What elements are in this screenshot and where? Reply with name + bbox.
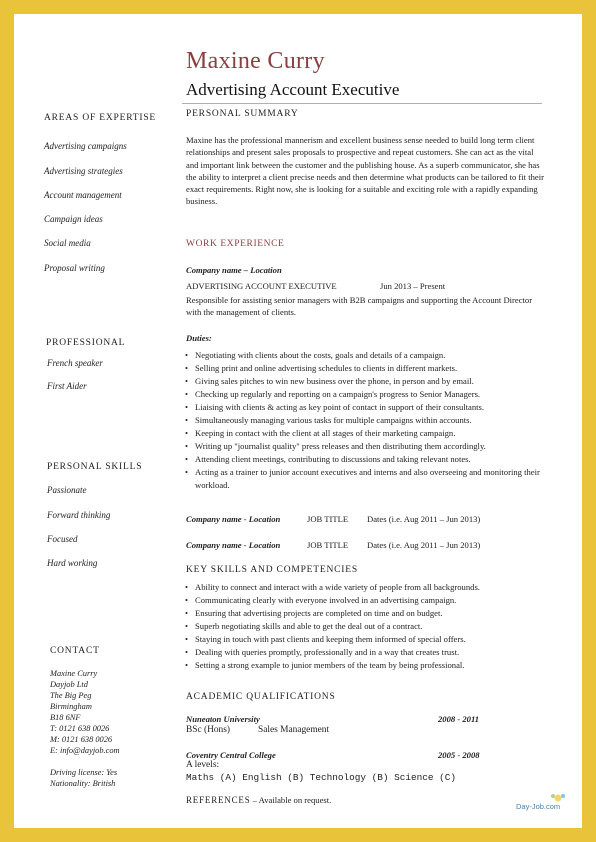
key-skill-item: • Superb negotiating skills and able to get the deal out of a contract. xyxy=(185,620,545,633)
personal-skill-item: Hard working xyxy=(47,558,98,568)
degree-course: Sales Management xyxy=(258,725,330,735)
academic-heading: ACADEMIC QUALIFICATIONS xyxy=(186,692,336,702)
key-skill-item: • Staying in touch with past clients and keeping them informed of special offers. xyxy=(185,633,545,646)
summary-heading: PERSONAL SUMMARY xyxy=(186,109,299,119)
duties-list xyxy=(185,349,545,492)
driving-license: Driving license: Yes xyxy=(50,768,118,777)
prev-job-dates: Dates (i.e. Aug 2011 – Jun 2013) xyxy=(367,540,481,550)
key-skill-item: • Setting a strong example to junior members of the team by being professional. xyxy=(185,659,545,672)
personal-skill-item: Focused xyxy=(47,534,78,544)
duties-label: Duties: xyxy=(186,333,212,343)
personal-skill-item: Forward thinking xyxy=(47,510,111,520)
duty-item: • Acting as a trainer to junior account executives and interns and also overseeing and monitoring their workload. xyxy=(185,466,545,492)
duty-item: • Attending client meetings, contributing to discussions and taking relevant notes. xyxy=(185,453,545,466)
duty-item: • Simultaneously managing various tasks for multiple campaigns within accounts. xyxy=(185,414,545,427)
contact-heading: CONTACT xyxy=(50,646,100,656)
contact-line: B18 6NF xyxy=(50,713,81,722)
dayjob-logo-text: Day-Job.com xyxy=(516,802,561,811)
duty-item: • Liaising with clients & acting as key point of contact in support of their consultants. xyxy=(185,401,545,414)
duty-item: • Negotiating with clients about the costs, goals and details of a campaign. xyxy=(185,349,545,362)
expertise-item: Proposal writing xyxy=(44,263,105,273)
university-dates: 2008 - 2011 xyxy=(438,714,480,724)
role-title: ADVERTISING ACCOUNT EXECUTIVE xyxy=(186,281,337,291)
header-divider xyxy=(182,103,542,104)
university-name: Nuneaton University xyxy=(186,714,260,724)
professional-item: French speaker xyxy=(47,358,103,368)
nationality: Nationality: British xyxy=(50,779,116,788)
expertise-item: Account management xyxy=(44,190,122,200)
contact-phone: T: 0121 638 0026 xyxy=(50,724,110,733)
prev-company: Company name - Location xyxy=(186,514,281,524)
role-description: Responsible for assisting senior managers with B2B campaigns and supporting the Account Director with the management of clients. xyxy=(186,295,533,318)
contact-email: E: info@dayjob.com xyxy=(50,746,120,755)
summary-text: Maxine has the professional mannerism and excellent business sense needed to build long term client relationships and present sales proposals to prospective and repeat customers. She can act as the vital and important link between the customer and the publishing house. As a superb communicator, she has the ability to interpret a client precise needs and then determine what products can be tailored to fit their exact requirements. Right now, she is looking for a suitable and exciting role with a rapidly expanding business. xyxy=(186,135,544,207)
key-skills-list xyxy=(185,581,545,672)
prev-job-dates: Dates (i.e. Aug 2011 – Jun 2013) xyxy=(367,514,481,524)
key-skill-item: • Communicating clearly with everyone involved in an advertising campaign. xyxy=(185,594,545,607)
references-text: – Available on request. xyxy=(250,795,332,805)
candidate-name: Maxine Curry xyxy=(186,48,325,74)
prev-job-title: JOB TITLE xyxy=(307,540,349,550)
professional-item: First Aider xyxy=(47,381,87,391)
key-skill-item: • Ability to connect and interact with a wide variety of people from all backgrounds. xyxy=(185,581,545,594)
work-experience-heading: WORK EXPERIENCE xyxy=(186,239,285,249)
duty-item: • Writing up "journalist quality" press releases and then distributing them accordingly. xyxy=(185,440,545,453)
references-line xyxy=(186,795,331,805)
key-skill-item: • Dealing with queries promptly, professionally and in a way that creates trust. xyxy=(185,646,545,659)
a-levels-label: A levels: xyxy=(186,760,220,770)
key-skill-item: • Ensuring that advertising projects are completed on time and on budget. xyxy=(185,607,545,620)
degree: BSc (Hons) xyxy=(186,725,231,735)
prev-job-title: JOB TITLE xyxy=(307,514,349,524)
role-dates: Jun 2013 – Present xyxy=(380,281,446,291)
personal-skills-heading: PERSONAL SKILLS xyxy=(47,462,143,472)
college-name: Coventry Central College xyxy=(186,750,276,760)
contact-line: The Big Peg xyxy=(50,691,92,700)
duty-item: • Giving sales pitches to win new business over the phone, in person and by email. xyxy=(185,375,545,388)
expertise-item: Advertising strategies xyxy=(44,166,123,176)
contact-mobile: M: 0121 638 0026 xyxy=(50,735,113,744)
duty-item: • Keeping in contact with the client at all stages of their marketing campaign. xyxy=(185,427,545,440)
expertise-item: Advertising campaigns xyxy=(44,141,127,151)
job-title: Advertising Account Executive xyxy=(186,80,400,99)
a-levels-grades: Maths (A) English (B) Technology (B) Science (C) xyxy=(186,772,457,783)
key-skills-heading: KEY SKILLS AND COMPETENCIES xyxy=(186,565,358,575)
company-location: Company name – Location xyxy=(186,265,282,275)
contact-line: Dayjob Ltd xyxy=(50,680,88,689)
duty-item: • Checking up regularly and reporting on a campaign's progress to Senior Managers. xyxy=(185,388,545,401)
personal-skill-item: Passionate xyxy=(47,485,87,495)
college-dates: 2005 - 2008 xyxy=(438,750,480,760)
contact-line: Maxine Curry xyxy=(50,669,98,678)
resume-page xyxy=(14,14,582,828)
expertise-item: Campaign ideas xyxy=(44,214,103,224)
dayjob-logo xyxy=(512,792,572,814)
professional-heading: PROFESSIONAL xyxy=(46,338,126,348)
contact-line: Birmingham xyxy=(50,702,92,711)
expertise-item: Social media xyxy=(44,238,91,248)
references-label: REFERENCES xyxy=(186,795,251,805)
duty-item: • Selling print and online advertising schedules to clients in different markets. xyxy=(185,362,545,375)
prev-company: Company name - Location xyxy=(186,540,281,550)
expertise-heading: AREAS OF EXPERTISE xyxy=(44,113,157,123)
